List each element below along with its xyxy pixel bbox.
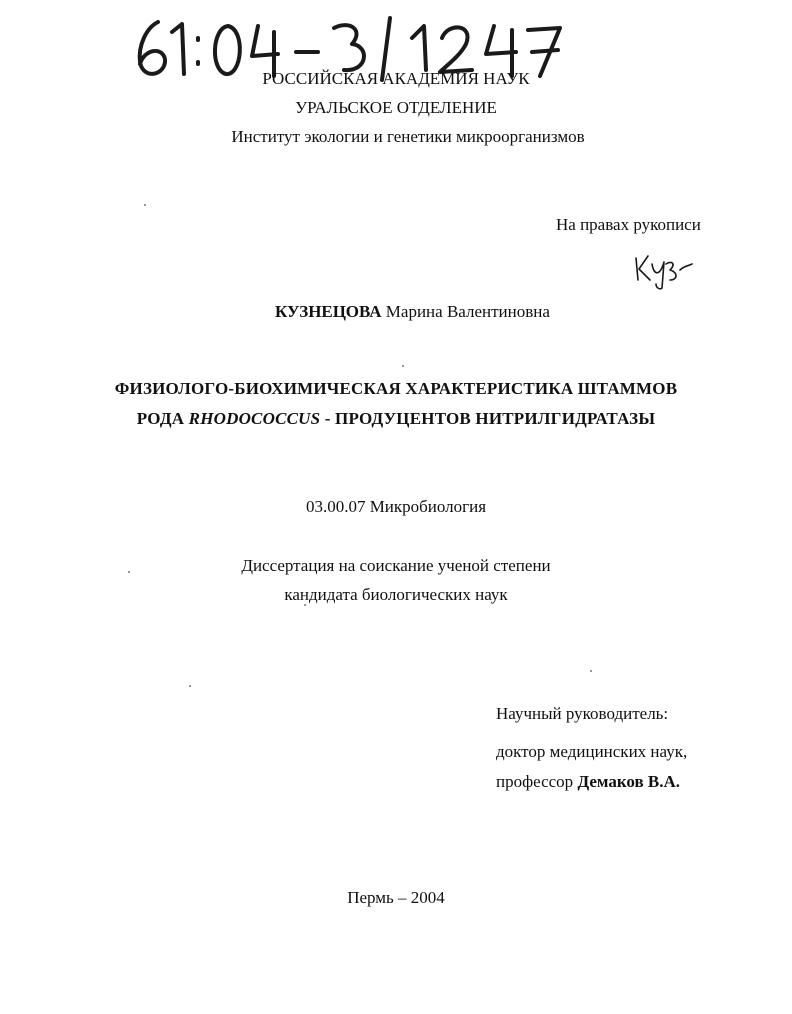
degree-line2: кандидата биологических наук — [284, 585, 508, 604]
supervisor-title: профессор — [496, 772, 578, 791]
title-prefix: РОДА — [136, 409, 189, 428]
title-genus: RHODOCOCCUS — [188, 409, 321, 428]
manuscript-note: На правах рукописи — [556, 215, 701, 234]
place-year: Пермь – 2004 — [347, 888, 445, 907]
scan-speck — [189, 685, 191, 687]
branch-heading: УРАЛЬСКОЕ ОТДЕЛЕНИЕ — [295, 98, 497, 117]
degree-line1: Диссертация на соискание ученой степени — [241, 556, 551, 575]
dissertation-title-line2 — [0, 409, 792, 429]
supervisor-name-line — [496, 772, 680, 792]
academy-heading: РОССИЙСКАЯ АКАДЕМИЯ НАУК — [262, 69, 530, 88]
supervisor-name: Демаков В.А. — [577, 772, 681, 791]
author-surname: КУЗНЕЦОВА — [275, 302, 382, 321]
supervisor-degree: доктор медицинских наук, — [496, 742, 688, 761]
scan-speck — [128, 571, 130, 573]
scan-speck — [304, 604, 306, 606]
institute-heading: Институт экологии и генетики микроорганизмов — [231, 127, 585, 146]
dissertation-title-line1: ФИЗИОЛОГО-БИОХИМИЧЕСКАЯ ХАРАКТЕРИСТИКА ШТАММОВ — [114, 379, 678, 398]
author-given-names: Марина Валентиновна — [385, 302, 550, 321]
author-line — [275, 302, 550, 322]
specialty: 03.00.07 Микробиология — [305, 497, 487, 516]
scan-speck — [402, 365, 404, 367]
scan-speck — [590, 670, 592, 672]
author-signature — [630, 250, 694, 292]
supervisor-label: Научный руководитель: — [496, 704, 669, 723]
scan-speck — [144, 204, 146, 206]
title-suffix: - ПРОДУЦЕНТОВ НИТРИЛГИДРАТАЗЫ — [320, 409, 656, 428]
